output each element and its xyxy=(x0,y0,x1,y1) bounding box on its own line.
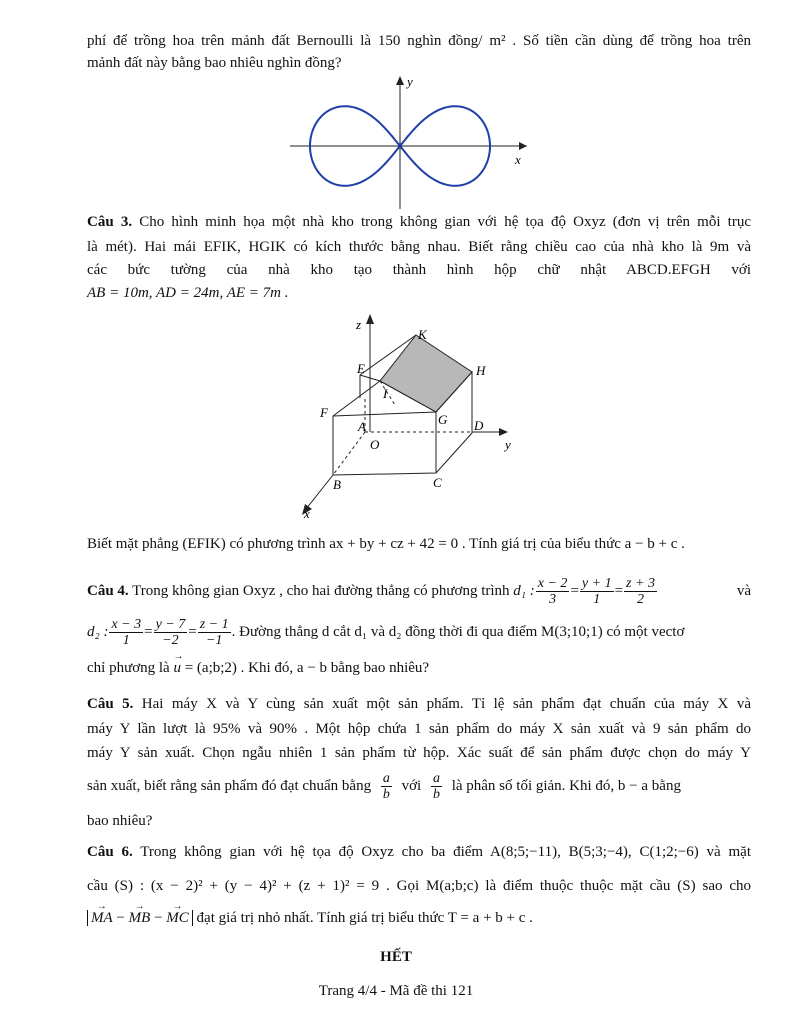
q3-title: Câu 3. xyxy=(87,214,133,230)
q4-frac5: $\frac{y - 7}{-2}$ xyxy=(155,617,186,649)
end-marker: HẾT xyxy=(380,949,412,965)
q5-line3: máy Y sản xuất. Chọn ngẫu nhiên 1 sản phẩm từ hộp. Xác suất để sản phẩm được chọn do máy Y xyxy=(87,745,751,761)
q4-frac6: $\frac{z - 1}{-1}$ xyxy=(199,617,229,649)
y-axis-label: y xyxy=(407,74,413,89)
q4-d1: d₁ : xyxy=(513,583,535,599)
q5-line2: máy Y lần lượt là 95% và 90% . Một hộp chứa 1 sản phẩm do máy X sản xuất và 9 sản phẩm do xyxy=(87,721,751,737)
q4-text-c2: = (a;b;2) . Khi đó, a − b bằng bao nhiêu? xyxy=(180,660,430,676)
q4-frac2: $\frac{y + 1}{1}$ xyxy=(581,576,612,608)
x-axis-arrow xyxy=(519,142,527,150)
q5-line1-text: Hai máy X và Y cùng sản xuất một sản phẩm. Tỉ lệ sản phẩm đạt chuẩn của máy X và xyxy=(133,696,751,712)
q2-text-line1: phí để trồng hoa trên mảnh đất Bernoulli là 150 nghìn đồng/ m² . Số tiền cần dùng để trồng hoa trên xyxy=(87,33,751,49)
y-axis-arrow xyxy=(396,76,404,85)
q6-line3-text: đạt giá trị nhỏ nhất. Tính giá trị biểu thức T = a + b + c . xyxy=(192,910,533,926)
q6-vector-expression: → MA − → MB − → MC xyxy=(87,910,193,926)
label-b: B xyxy=(333,477,341,492)
label-k: K xyxy=(418,327,427,342)
q6-line1 xyxy=(87,842,751,862)
x-axis-label: x xyxy=(515,152,521,167)
q4-d2: d₂ : xyxy=(87,624,109,640)
q5-text-c: là phân số tối giản. Khi đó, b − a bằng xyxy=(451,778,681,794)
label-y: y xyxy=(505,437,511,452)
q4-text-c1: chỉ phương là xyxy=(87,660,174,676)
q5-text-b: với xyxy=(401,778,422,794)
q6-line1-text: Trong không gian với hệ tọa độ Oxyz cho ba điểm A(8;5;−11), B(5;3;−4), C(1;2;−6) và mặt xyxy=(132,844,751,860)
q3-line1-text: Cho hình minh họa một nhà kho trong không gian với hệ tọa độ Oxyz (đơn vị trên mỗi trục xyxy=(132,214,751,230)
label-o: O xyxy=(370,437,380,452)
label-h: H xyxy=(476,363,486,378)
q4-frac3: $\frac{z + 3}{2}$ xyxy=(626,576,655,608)
q3-line3: các bức tường của nhà kho tạo thành hình hộp chữ nhật ABCD.EFGH với xyxy=(87,262,751,278)
q3-line1 xyxy=(87,212,751,232)
roof-face-hgik xyxy=(380,335,472,412)
label-f: F xyxy=(320,405,328,420)
label-z: z xyxy=(356,317,362,332)
label-e: E xyxy=(357,361,365,376)
q5-line4 xyxy=(87,768,751,804)
y-axis-arrow xyxy=(499,428,508,436)
label-g: G xyxy=(438,412,448,427)
q5-line5: bao nhiêu? xyxy=(87,813,153,829)
q3-line2: là mét). Hai mái EFIK, HGIK có kích thước bằng nhau. Biết rằng chiều cao của nhà kho là 9m và xyxy=(87,239,751,255)
x-axis xyxy=(306,475,333,509)
q5-frac-ab-1: $\frac{a}{b}$ xyxy=(382,771,390,803)
q3-line5: Biết mặt phẳng (EFIK) có phương trình ax + by + cz + 42 = 0 . Tính giá trị của biểu thức a − b + c . xyxy=(87,536,685,552)
q5-line1 xyxy=(87,694,751,714)
warehouse-figure xyxy=(290,305,530,523)
q4-frac1: $\frac{x - 2}{3}$ xyxy=(537,576,568,608)
label-x: x xyxy=(304,506,310,521)
q4-text-a: Trong không gian Oxyz , cho hai đường thẳng có phương trình xyxy=(128,583,510,599)
q2-text-line2: mảnh đất này bằng bao nhiêu nghìn đồng? xyxy=(87,55,342,71)
label-d: D xyxy=(474,418,484,433)
q4-frac4: $\frac{x - 3}{1}$ xyxy=(111,617,142,649)
label-a: A xyxy=(358,419,366,434)
label-i: I xyxy=(383,386,388,401)
z-axis-arrow xyxy=(366,314,374,324)
q6-line3 xyxy=(87,905,751,931)
q4-line1: Câu 4. Trong không gian Oxyz , cho hai đường thẳng có phương trình d₁ : $\frac{x - 2}{3}$ = $\frac{y + 1}{1}$ = $\frac{z + 3}{2}$ và xyxy=(87,570,751,612)
q4-vector-u: → u xyxy=(173,658,181,678)
q4-line2: d₂ : $\frac{x - 3}{1}$ = $\frac{y - 7}{-2}$ = $\frac{z - 1}{-1}$ . Đường thẳng d cắt d₁ và d₂ đồng thời đi qua điểm M(3;10;1) có một vectơ xyxy=(87,617,685,649)
label-c: C xyxy=(433,475,442,490)
q5-frac-ab-2: $\frac{a}{b}$ xyxy=(432,771,440,803)
q3-line4: AB = 10m, AD = 24m, AE = 7m . xyxy=(87,285,289,301)
q4-title: Câu 4. xyxy=(87,583,129,599)
q6-line2: cầu (S) : (x − 2)² + (y − 4)² + (z + 1)² = 9 . Gọi M(a;b;c) là điểm thuộc thuộc mặt cầu (S) sao cho xyxy=(87,878,751,894)
q4-text-b: . Đường thẳng d cắt d₁ và d₂ đồng thời đi qua điểm M(3;10;1) có một vectơ xyxy=(231,624,685,640)
q4-line3 xyxy=(87,658,751,678)
q5-text-a: sản xuất, biết rằng sản phẩm đó đạt chuẩn bằng xyxy=(87,778,372,794)
lemniscate-figure xyxy=(285,72,535,212)
page-footer: Trang 4/4 - Mã đề thi 121 xyxy=(318,983,474,999)
edge-ab-hidden xyxy=(333,432,365,475)
q4-va: và xyxy=(736,583,751,599)
q6-title: Câu 6. xyxy=(87,844,133,860)
q5-title: Câu 5. xyxy=(87,696,134,712)
